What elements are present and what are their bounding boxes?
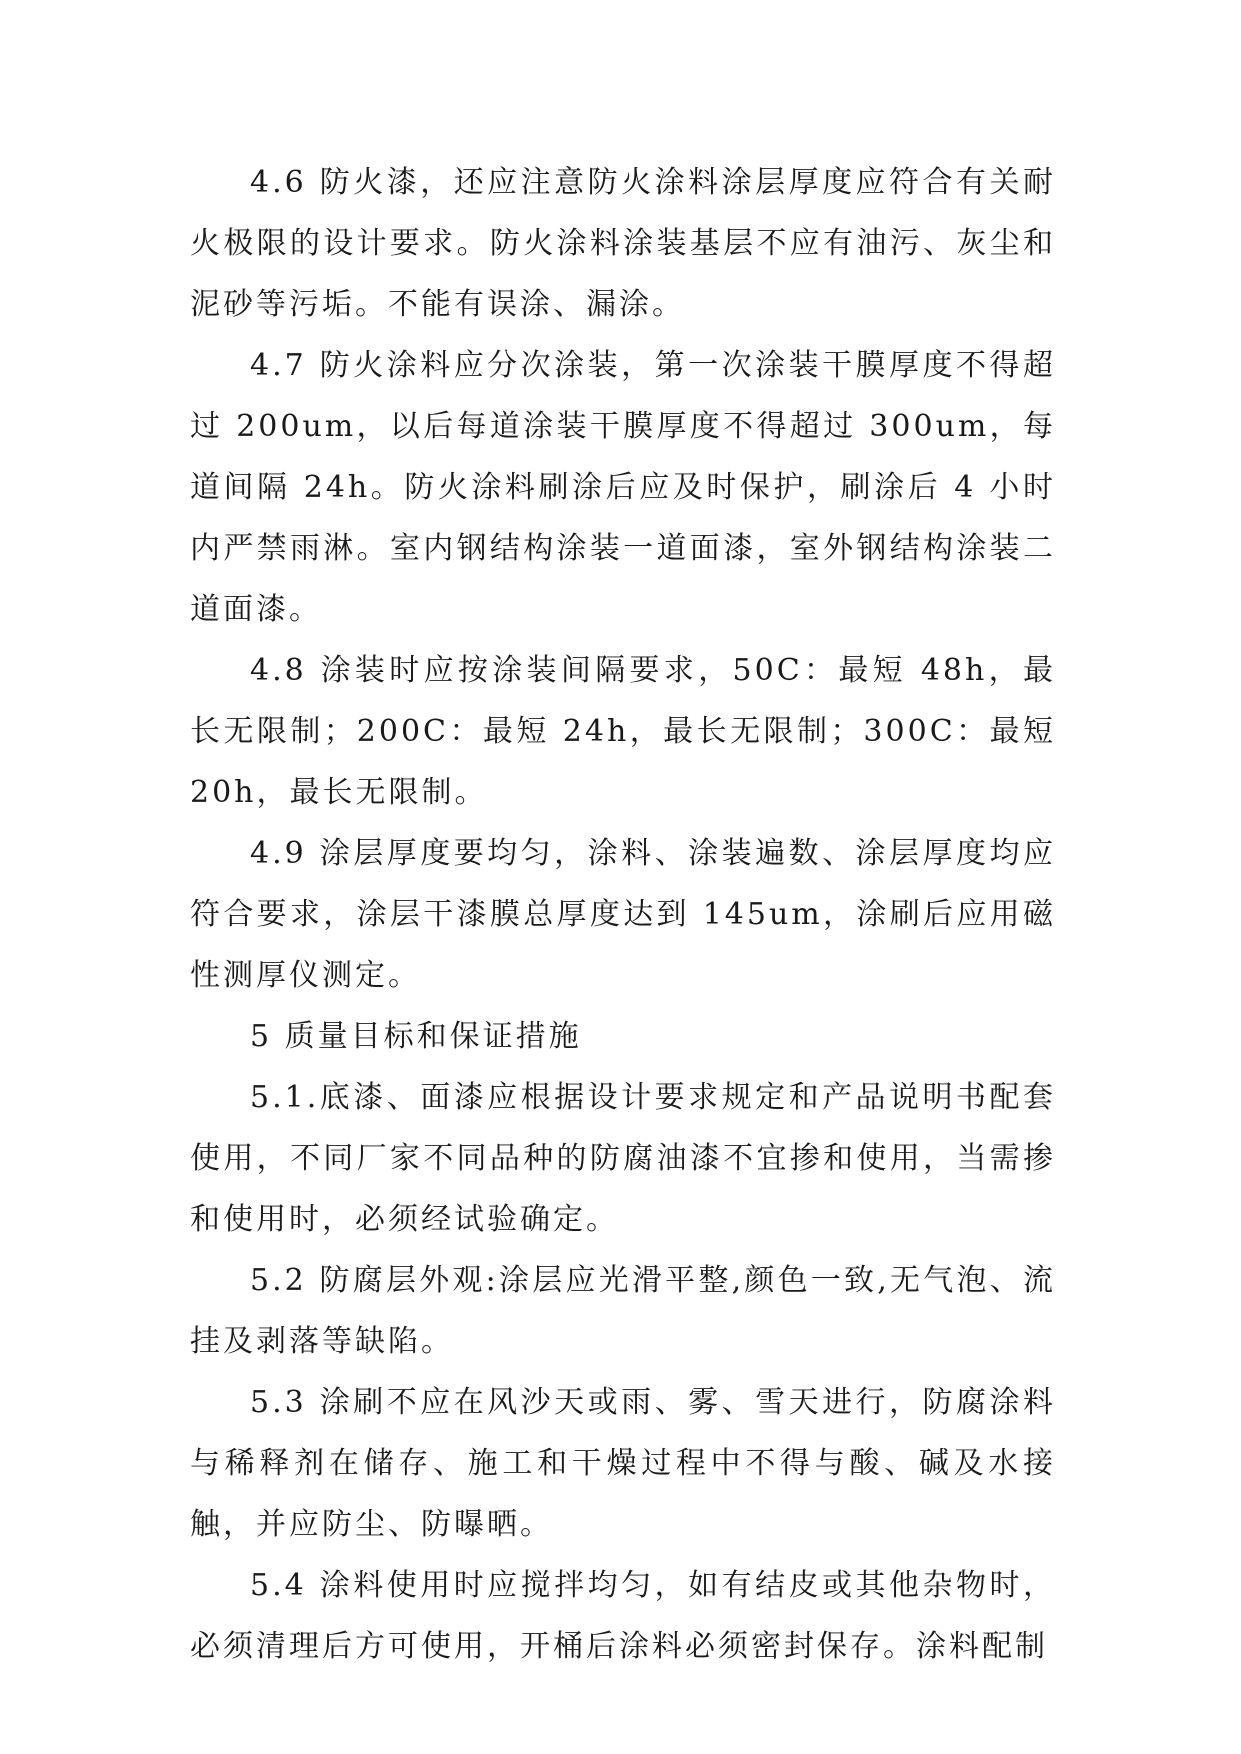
paragraph-5-4: 5.4 涂料使用时应搅拌均匀，如有结皮或其他杂物时，必须清理后方可使用，开桶后涂料必须密封保存。涂料配制 [190,1568,1056,1664]
paragraph-4-8: 4.8 涂装时应按涂装间隔要求，50C：最短 48h，最长无限制；200C：最短 24h，最长无限制；300C：最短 20h，最长无限制。 [190,653,1056,810]
document-body [190,152,1056,1677]
paragraph-4-9: 4.9 涂层厚度要均匀，涂料、涂装遍数、涂层厚度均应符合要求，涂层干漆膜总厚度达到 145um，涂刷后应用磁性测厚仪测定。 [190,836,1056,993]
paragraph-4-6: 4.6 防火漆，还应注意防火涂料涂层厚度应符合有关耐火极限的设计要求。防火涂料涂装基层不应有油污、灰尘和泥砂等污垢。不能有误涂、漏涂。 [190,165,1056,322]
paragraph-5-3: 5.3 涂刷不应在风沙天或雨、雾、雪天进行，防腐涂料与稀释剂在储存、施工和干燥过程中不得与酸、碱及水接触，并应防尘、防曝晒。 [190,1385,1056,1542]
paragraph-5-1: 5.1.底漆、面漆应根据设计要求规定和产品说明书配套使用，不同厂家不同品种的防腐油漆不宜掺和使用，当需掺和使用时，必须经试验确定。 [190,1080,1056,1237]
section-heading-5: 5 质量目标和保证措施 [250,1019,582,1054]
paragraph-4-7: 4.7 防火涂料应分次涂装，第一次涂装干膜厚度不得超过 200um，以后每道涂装干膜厚度不得超过 300um，每道间隔 24h。防火涂料刷涂后应及时保护，刷涂后 4 小时内严禁雨淋。室内钢结构涂装一道面漆，室外钢结构涂装二道面漆。 [190,348,1056,627]
paragraph-5-2: 5.2 防腐层外观:涂层应光滑平整,颜色一致,无气泡、流挂及剥落等缺陷。 [190,1263,1056,1359]
